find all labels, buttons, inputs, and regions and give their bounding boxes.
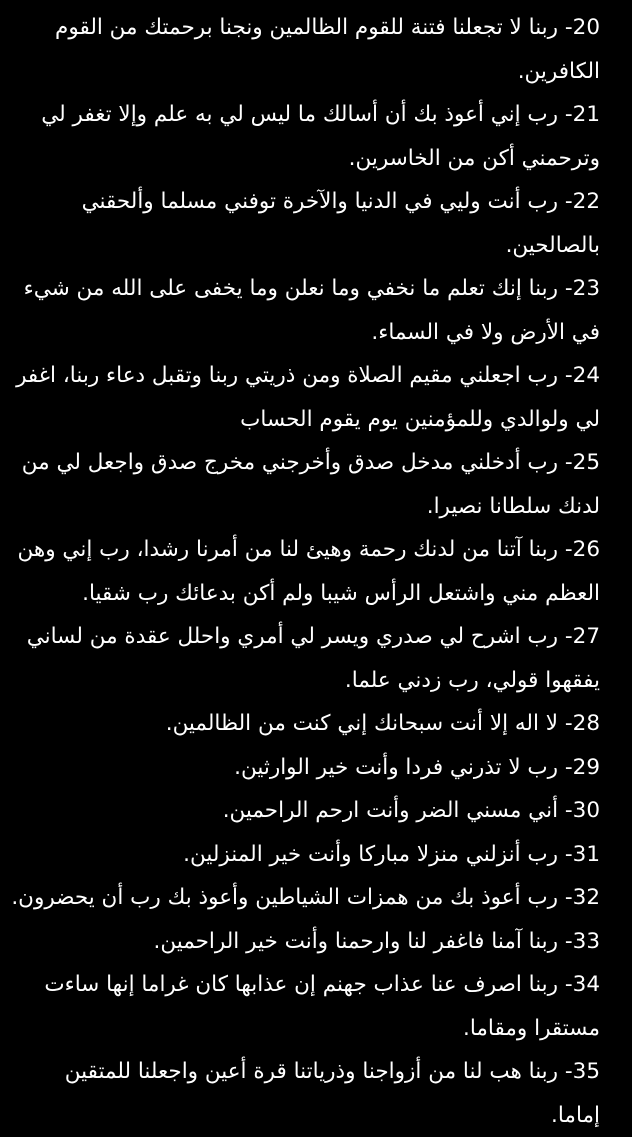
- dua-item-24: 24- رب اجعلني مقيم الصلاة ومن ذريتي ربنا وتقبل دعاء ربنا، اغفر لي ولوالدي وللمؤمنين يوم يقوم الحساب: [16, 363, 600, 432]
- dua-item-29: 29- رب لا تذرني فردا وأنت خير الوارثين.: [234, 754, 600, 780]
- dua-item-30: 30- أني مسني الضر وأنت ارحم الراحمين.: [222, 798, 600, 823]
- dua-item-26: 26- ربنا آتنا من لدنك رحمة وهيئ لنا من أمرنا رشدا، رب إني وهن العظم مني واشتعل الرأس شيبا ولم أكن بدعائك رب شقيا.: [17, 537, 600, 606]
- dua-item-21: 21- رب إني أعوذ بك أن أسالك ما ليس لي به علم وإلا تغفر لي وترحمني أكن من الخاسرين.: [41, 102, 600, 171]
- dua-item-35: 35- ربنا هب لنا من أزواجنا وذرياتنا قرة أعين واجعلنا للمتقين إماما.: [64, 1059, 600, 1128]
- dua-item-28: 28- لا اله إلا أنت سبحانك إني كنت من الظالمين.: [165, 711, 600, 736]
- dua-item-33: 33- ربنا آمنا فاغفر لنا وارحمنا وأنت خير الراحمين.: [153, 928, 600, 954]
- dua-item-27: 27- رب اشرح لي صدري ويسر لي أمري واحلل عقدة من لساني يفقهوا قولي، رب زدني علما.: [26, 624, 600, 693]
- dua-item-31: 31- رب أنزلني منزلا مباركا وأنت خير المنزلين.: [183, 841, 600, 867]
- dua-item-22: 22- رب أنت وليي في الدنيا والآخرة توفني مسلما وألحقني بالصالحين.: [81, 189, 600, 258]
- dua-item-23: 23- ربنا إنك تعلم ما نخفي وما نعلن وما يخفى على الله من شيء في الأرض ولا في السماء.: [23, 276, 600, 345]
- dua-item-34: 34- ربنا اصرف عنا عذاب جهنم إن عذابها كان غراما إنها ساءت مستقرا ومقاما.: [44, 972, 600, 1041]
- dua-item-20: 20- ربنا لا تجعلنا فتنة للقوم الظالمين ونجنا برحمتك من القوم الكافرين.: [55, 15, 600, 84]
- dua-item-25: 25- رب أدخلني مدخل صدق وأخرجني مخرج صدق واجعل لي من لدنك سلطانا نصيرا.: [21, 450, 600, 519]
- dua-item-32: 32- رب أعوذ بك من همزات الشياطين وأعوذ بك رب أن يحضرون.: [11, 885, 600, 910]
